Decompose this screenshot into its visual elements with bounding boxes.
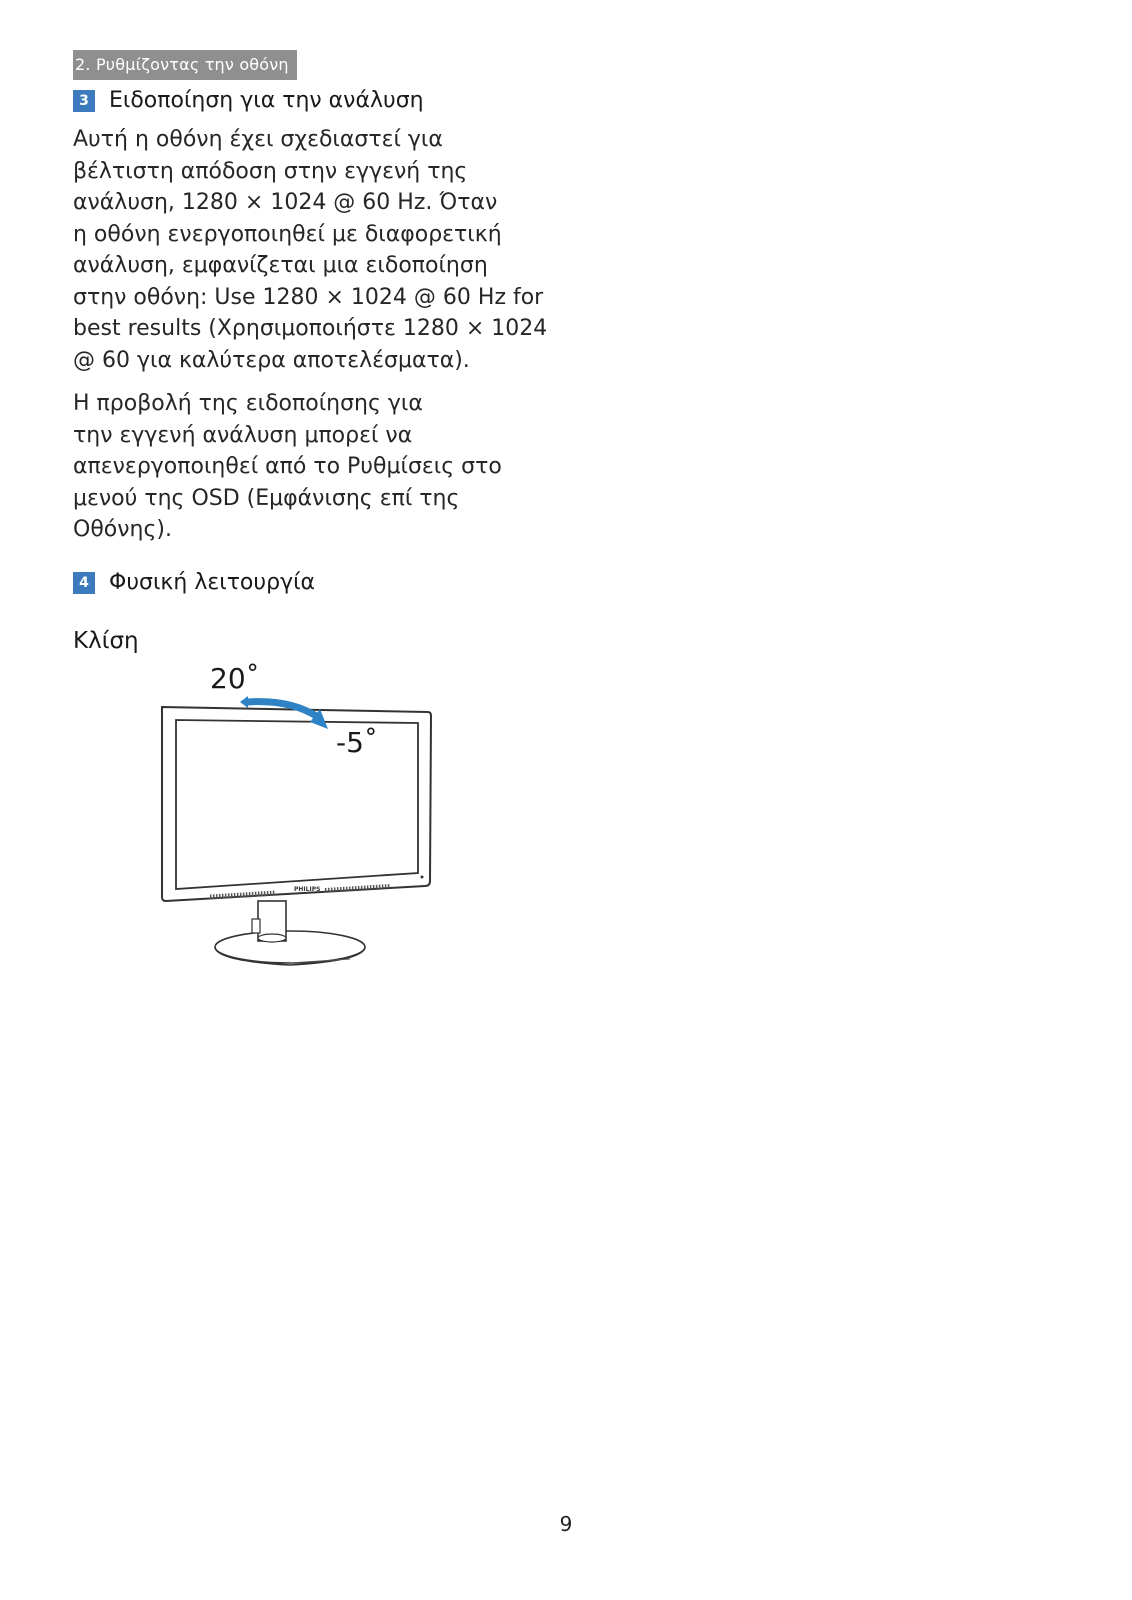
text-line: η οθόνη ενεργοποιηθεί με διαφορετική	[73, 221, 502, 247]
text-line: ανάλυση, εμφανίζεται μια ειδοποίηση	[73, 253, 488, 278]
text-line: Οθόνης).	[73, 517, 172, 542]
monitor-screen	[176, 720, 418, 889]
tilt-forward-angle: -5˚	[336, 726, 378, 759]
text-line: ανάλυση, 1280 × 1024 @ 60 Hz. Όταν	[73, 190, 498, 215]
text-line: την εγγενή ανάλυση μπορεί να	[73, 422, 413, 448]
monitor-tilt-illustration	[150, 665, 450, 995]
section-heading-physical	[73, 570, 315, 595]
stand-joint	[258, 934, 286, 942]
resolution-paragraph-2	[73, 388, 543, 546]
text-line: στην οθόνη: Use 1280 × 1024 @ 60 Hz for	[73, 284, 544, 310]
text-line: @ 60 για καλύτερα αποτελέσματα).	[73, 347, 470, 373]
brand-logo: PHILIPS	[294, 886, 321, 893]
text-line: best results (Χρησιμοποιήστε 1280 × 1024	[73, 316, 548, 341]
section-title: Ειδοποίηση για την ανάλυση	[109, 88, 424, 113]
stand-clip	[252, 919, 260, 933]
text-line: Αυτή η οθόνη έχει σχεδιαστεί για	[73, 127, 443, 152]
monitor-drawing	[150, 665, 450, 995]
resolution-paragraph-1	[73, 124, 548, 376]
section-heading-resolution	[73, 88, 424, 113]
section-number-badge: 3	[73, 90, 95, 112]
chapter-tab: 2. Ρυθμίζοντας την οθόνη	[73, 50, 297, 80]
section-title: Φυσική λειτουργία	[109, 570, 316, 595]
tilt-arrow-tail	[240, 696, 248, 708]
power-led	[421, 876, 424, 879]
tilt-back-angle: 20˚	[210, 662, 260, 695]
section-number-badge: 4	[73, 572, 95, 594]
page-number: 9	[559, 1512, 573, 1536]
tilt-subheading: Κλίση	[73, 628, 139, 654]
text-line: μενού της OSD (Εμφάνισης επί της	[73, 485, 460, 511]
text-line: βέλτιστη απόδοση στην εγγενή της	[73, 158, 468, 184]
text-line: Η προβολή της ειδοποίησης για	[73, 391, 423, 416]
stand-base	[215, 931, 365, 963]
text-line: απενεργοποιηθεί από το Ρυθμίσεις στο	[73, 454, 502, 479]
